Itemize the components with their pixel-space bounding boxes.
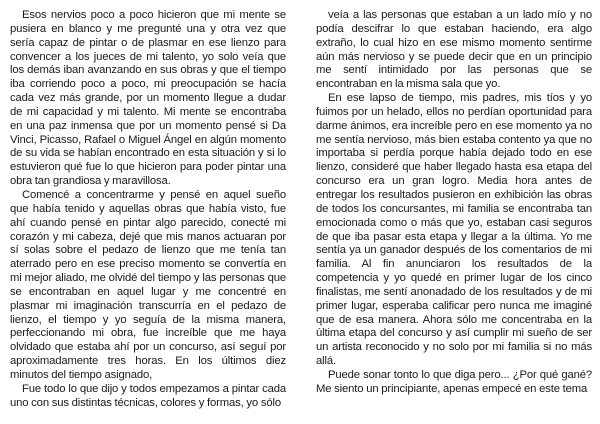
paragraph: veía a las personas que estaban a un lado mío y no podía descifrar lo que estaban haciendo, era algo extraño, lo cual hizo en ese mismo momento sentirme aún más nervioso y se puede decir que en un principio me sentí intimidado por las personas que se encontraban en la misma sala que yo. (316, 9, 592, 91)
left-page-column (10, 9, 286, 410)
paragraph: Fue todo lo que dijo y todos empezamos a pintar cada uno con sus distintas técnicas, colores y formas, yo sólo (10, 382, 286, 409)
paragraph: En ese lapso de tiempo, mis padres, mis tíos y yo fuimos por un helado, ellos no perdían oportunidad para darme ánimos, era increíble pero en ese momento ya no me sentía nervioso, más bien estaba contento ya que no importaba si perdía porque había dejado todo en ese lienzo, consideré que haber llegado hasta esa etapa del concurso era un gran logro. Media hora antes de entregar los resultados pusieron en exhibición las obras de todos los concursantes, mi familia se encontraba tan emocionada como o más que yo, estaban casi seguros de que iba pasar esta etapa y llegar a la última. Yo me sentía ya un ganador después de los comentarios de mi familia. Al fin anunciaron los resultados de la competencia y yo quedé en primer lugar de los cinco finalistas, me sentí anonadado de los resultados y de mi primer lugar, esperaba calificar pero nunca me imaginé que de esa manera. Ahora sólo me concentraba en la última etapa del concurso y así cumplir mi sueño de ser un artista reconocido y no solo por mi familia si no más allá. (316, 92, 592, 368)
right-page-column (316, 9, 592, 397)
paragraph: Comencé a concentrarme y pensé en aquel sueño que había tenido y aquellas obras que había visto, fue ahí cuando pensé en pintar algo parecido, conecté mi corazón y mi cabeza, dejé que mis manos actuaran por sí solas sobre el pedazo de lienzo que me tenía tan aterrado pero en ese preciso momento se convertía en mi mejor aliado, me olvidé del tiempo y las personas que se encontraban en aquel lugar y me concentré en plasmar mi imaginación transcurría en el pedazo de lienzo, el tiempo y yo seguía de la misma manera, perfeccionando mi obra, fue increíble que me haya olvidado que estaba ahí por un concurso, así seguí por aproximadamente tres horas. En los últimos diez minutos del tiempo asignado, (10, 188, 286, 381)
paragraph: Puede sonar tonto lo que diga pero... ¿Por qué gané? Me siento un principiante, apenas empecé en este tema (316, 368, 592, 395)
paragraph: Esos nervios poco a poco hicieron que mi mente se pusiera en blanco y me pregunté una y otra vez que sería capaz de pintar o de plasmar en ese lienzo para convencer a los jueces de mi talento, yo solo veía que los demás iban avanzando en sus obras y que el tiempo iba corriendo poco a poco, mi preocupación se hacía cada vez más grande, por un momento llegue a dudar de mi capacidad y mi talento. Mi mente se encontraba en una paz inmensa que por un momento pensé si Da Vinci, Picasso, Rafael o Miguel Ángel en algún momento de su vida se habían encontrado en esta situación y si lo estuvieron qué fue lo que hicieron para poder pintar una obra tan grandiosa y maravillosa. (10, 9, 286, 188)
